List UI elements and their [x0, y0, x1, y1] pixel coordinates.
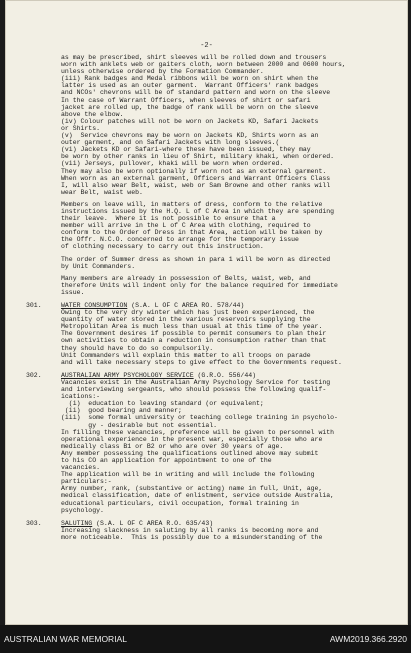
- section-title: WATER CONSUMPTION: [61, 302, 128, 309]
- section-number: 301.: [26, 302, 42, 309]
- text-line: Unit Commanders will explain this matter to all troops on parade: [61, 351, 311, 359]
- text-line: The order of Summer dress as shown in para 1 will be worn as directed: [61, 255, 331, 263]
- text-line: The Government desires if possible to permit consumers to plan their: [61, 330, 327, 338]
- section-title: SALUTING: [61, 519, 93, 527]
- text-line: above the elbow.: [61, 110, 124, 118]
- text-line: Many members are already in possession of Belts, waist, web, and: [61, 274, 311, 282]
- text-line: of clothing necessary to carry out this instruction.: [61, 243, 264, 251]
- paragraph: [61, 54, 403, 196]
- text-line: and NCOs' chevrons will be of standard pattern and worn on the sleeve: [61, 89, 331, 97]
- paragraph: [61, 201, 403, 251]
- text-line: Army number, rank, (substantive or acting) name in full, Unit, age,: [61, 485, 323, 493]
- section-number: 302.: [26, 371, 42, 379]
- text-line: gy - desirable but not essential.: [61, 421, 218, 429]
- text-line: (i) education to leaving standard (or equivalent;: [61, 400, 264, 408]
- section-reference: (S.A. L OF C AREA RO. 578/44): [127, 302, 245, 309]
- document-page: [5, 0, 408, 625]
- text-line: (iv) Colour patches will not be worn on Jackets KD, Safari Jackets: [61, 117, 319, 125]
- text-line: and interviewing sergeants, who should possess the following qualif-: [61, 386, 327, 394]
- text-line: or Shirts.: [61, 124, 101, 132]
- text-line: operational experience in the present war, especially those who are: [61, 435, 323, 443]
- text-line: Metropolitan Area is much less than usual at this time of the year.: [61, 323, 323, 331]
- text-line: (v) Service chevrons may be worn on Jackets KD, Shirts worn as an: [61, 132, 319, 140]
- text-line: latter is used as an outer garment. Warrant Officers' rank badges: [61, 82, 319, 90]
- text-line: (ii) good bearing and manner;: [61, 407, 182, 415]
- text-line: medical classification, date of enlistment, service outside Australia,: [61, 492, 335, 500]
- section-reference: (G.R.O. 556/44): [193, 371, 257, 379]
- text-line: The application will be in writing and will include the following: [61, 471, 315, 479]
- text-line: instructions issued by the H.Q. L of C Area in which they are spending: [61, 207, 335, 215]
- text-line: the Offr. N.C.O. concerned to arrange for the temporary issue: [61, 236, 299, 244]
- text-line: unless otherwise ordered by the Formation Commander.: [61, 68, 264, 76]
- text-line: particulars:-: [61, 478, 112, 486]
- text-line: medically class B1 or B2 or who are over 30 years of age.: [61, 442, 284, 450]
- text-line: educational particulars, civil occupation, formal training in: [61, 499, 299, 507]
- text-line: Owing to the very dry winter which has just been experienced, the: [61, 309, 315, 317]
- text-line: Any member possessing the qualifications outlined above may submit: [61, 449, 319, 457]
- text-line: member will arrive in the L of C Area with clothing, required to: [61, 222, 311, 230]
- section-number: 303.: [26, 519, 42, 527]
- text-line: by Unit Commanders.: [61, 262, 136, 270]
- numbered-section: [26, 302, 403, 366]
- document-body: [26, 54, 403, 546]
- text-line: Members on leave will, in matters of dress, conform to the relative: [61, 200, 323, 208]
- text-line: outer garment, and on Safari Jackets with long sleeves.(: [61, 139, 280, 147]
- numbered-section: [26, 519, 403, 541]
- section-heading: [61, 520, 403, 527]
- text-line: conform to the Order of Dress in that Area, action will be taken by: [61, 229, 323, 237]
- text-line: ications:-: [61, 393, 101, 401]
- paragraph: [61, 275, 403, 296]
- paragraph: [61, 256, 403, 270]
- text-line: (iii) some formal university or teaching college training in psycholo-: [61, 414, 338, 422]
- archive-name: AUSTRALIAN WAR MEMORIAL: [4, 634, 127, 644]
- section-heading: [61, 372, 403, 379]
- text-line: as may be prescribed, shirt sleeves will be rolled down and trousers: [61, 54, 327, 61]
- section-heading: [61, 302, 403, 309]
- text-line: Increasing slackness in saluting by all ranks is becoming more and: [61, 526, 319, 534]
- text-line: (vii) Jerseys, pullover, khaki will be worn when ordered.: [61, 160, 284, 168]
- numbered-section: [26, 371, 403, 514]
- text-line: (iii) Rank badges and Medal ribbons will be worn on shirt when the: [61, 75, 319, 83]
- text-line: and will take necessary steps to give effect to the Governments request.: [61, 358, 342, 366]
- text-line: Vacancies exist in the Australian Army Psychology Service for testing: [61, 378, 331, 386]
- text-line: wear Belt, waist web.: [61, 188, 143, 196]
- text-line: In filling these vacancies, preference will be given to personnel with: [61, 428, 335, 436]
- text-line: psychology.: [61, 506, 104, 514]
- text-line: they should have to do so compulsorily.: [61, 344, 214, 352]
- archive-footer-bar: [0, 625, 411, 653]
- text-line: their leave. Where it is not possible to ensure that a: [61, 215, 276, 223]
- text-line: issue.: [61, 288, 85, 296]
- archive-reference: AWM2019.366.2920: [329, 634, 407, 644]
- page-number: -2-: [200, 42, 213, 50]
- text-line: (vi) Jackets KD or Safari-where these have been issued, they may: [61, 146, 311, 154]
- text-line: jacket are rolled up, the badge of rank will be worn on the sleeve: [61, 103, 319, 111]
- section-reference: (S.A. L OF C AREA R.O. 635/43): [92, 519, 214, 527]
- text-line: worn with anklets web or gaiters cloth, worn between 2000 and 0600 hours,: [61, 61, 346, 69]
- text-line: more noticeable. This is possibly due to a misunderstanding of the: [61, 533, 323, 541]
- section-title: AUSTRALIAN ARMY PSYCHOLOGY SERVICE: [61, 371, 194, 379]
- text-line: vacancies.: [61, 464, 101, 472]
- text-line: quantity of water stored in the various reservoirs supplying the: [61, 316, 311, 324]
- text-line: I, will also wear Belt, waist, web or Sam Browne and other ranks will: [61, 181, 331, 189]
- text-line: to his CO an application for appointment to one of the: [61, 456, 272, 464]
- text-line: therefore Units will indent only for the balance required for immediate: [61, 281, 338, 289]
- text-line: be worn by other ranks in lieu of Shirt, military khaki, when ordered.: [61, 153, 335, 161]
- text-line: In the case of Warrant Officers, when sleeves of shirt or safari: [61, 96, 311, 104]
- text-line: They may also be worn optionally if worn not as an external garment.: [61, 167, 327, 175]
- text-line: own activities to obtain a reduction in consumption rather than that: [61, 337, 327, 345]
- text-line: When worn as an external garment, Officers and Warrant Officers Class: [61, 174, 331, 182]
